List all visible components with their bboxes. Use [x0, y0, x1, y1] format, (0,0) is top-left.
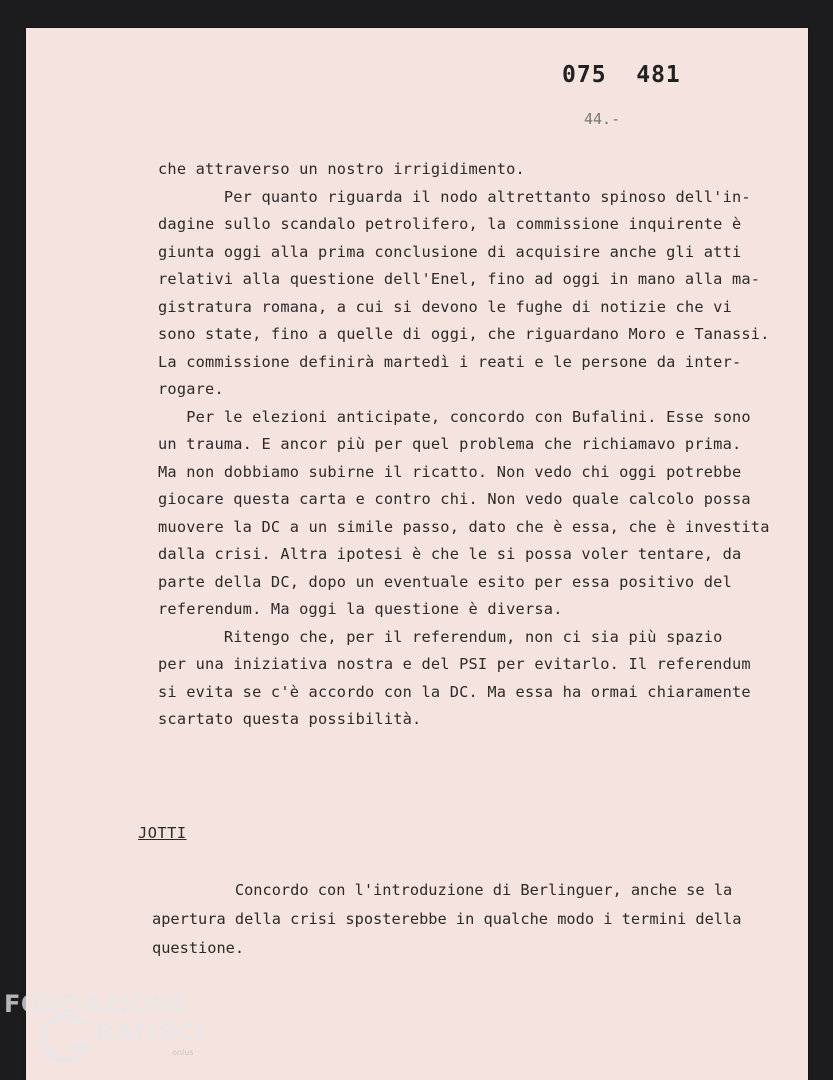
page-number: 44.- [584, 110, 621, 128]
text-line: Per le elezioni anticipate, concordo con Bufalini. Esse sono [158, 407, 751, 426]
text-line: che attraverso un nostro irrigidimento. [158, 160, 525, 178]
text-line: un trauma. E ancor più per quel problema che richiamavo prima. [158, 435, 742, 453]
watermark-small: onlus [172, 1048, 194, 1057]
text-line: Concordo con l'introduzione di Berlinguer, anche se la [152, 881, 733, 899]
text-line: questione. [152, 939, 245, 957]
text-line: relativi alla questione dell'Enel, fino ad oggi in mano alla ma- [158, 270, 761, 288]
text-line: Ritengo che, per il referendum, non ci sia più spazio [158, 627, 723, 646]
text-line: apertura della crisi sposterebbe in qualche modo i termini della [152, 910, 742, 928]
text-line: sono state, fino a quelle di oggi, che riguardano Moro e Tanassi. [158, 325, 770, 343]
body-text-block-1 [158, 156, 798, 734]
text-line: rogare. [158, 380, 224, 398]
text-line: gistratura romana, a cui si devono le fughe di notizie che vi [158, 297, 732, 316]
text-line: giunta oggi alla prima conclusione di acquisire anche gli atti [158, 242, 742, 261]
watermark [4, 990, 214, 1070]
text-line: Per quanto riguarda il nodo altrettanto spinoso dell'in- [158, 187, 751, 206]
text-line: muovere la DC a un simile passo, dato che è essa, che è investita [158, 517, 770, 536]
text-line: referendum. Ma oggi la questione è diversa. [158, 600, 563, 618]
text-line: La commissione definirà martedì i reati e le persone da inter- [158, 352, 742, 371]
body-text-block-2 [152, 876, 802, 963]
text-line: scartato questa possibilità. [158, 710, 422, 728]
text-line: si evita se c'è accordo con la DC. Ma essa ha ormai chiaramente [158, 682, 751, 701]
text-line: dalla crisi. Altra ipotesi è che le si possa voler tentare, da [158, 545, 742, 563]
watermark-line-2: RAMSCI [96, 1018, 204, 1046]
speaker-heading: JOTTI [138, 824, 187, 842]
gramsci-g-logo-icon [34, 1014, 94, 1066]
text-line: parte della DC, dopo un eventuale esito per essa positivo del [158, 572, 732, 591]
text-line: Ma non dobbiamo subirne il ricatto. Non vedo chi oggi potrebbe [158, 462, 742, 481]
text-line: per una iniziativa nostra e del PSI per evitarlo. Il referendum [158, 655, 751, 673]
watermark-line-1: FONDAZIONE [4, 990, 188, 1018]
text-line: giocare questa carta e contro chi. Non vedo quale calcolo possa [158, 490, 751, 508]
document-number: 075 481 [562, 62, 681, 88]
text-line: dagine sullo scandalo petrolifero, la commissione inquirente è [158, 215, 742, 233]
